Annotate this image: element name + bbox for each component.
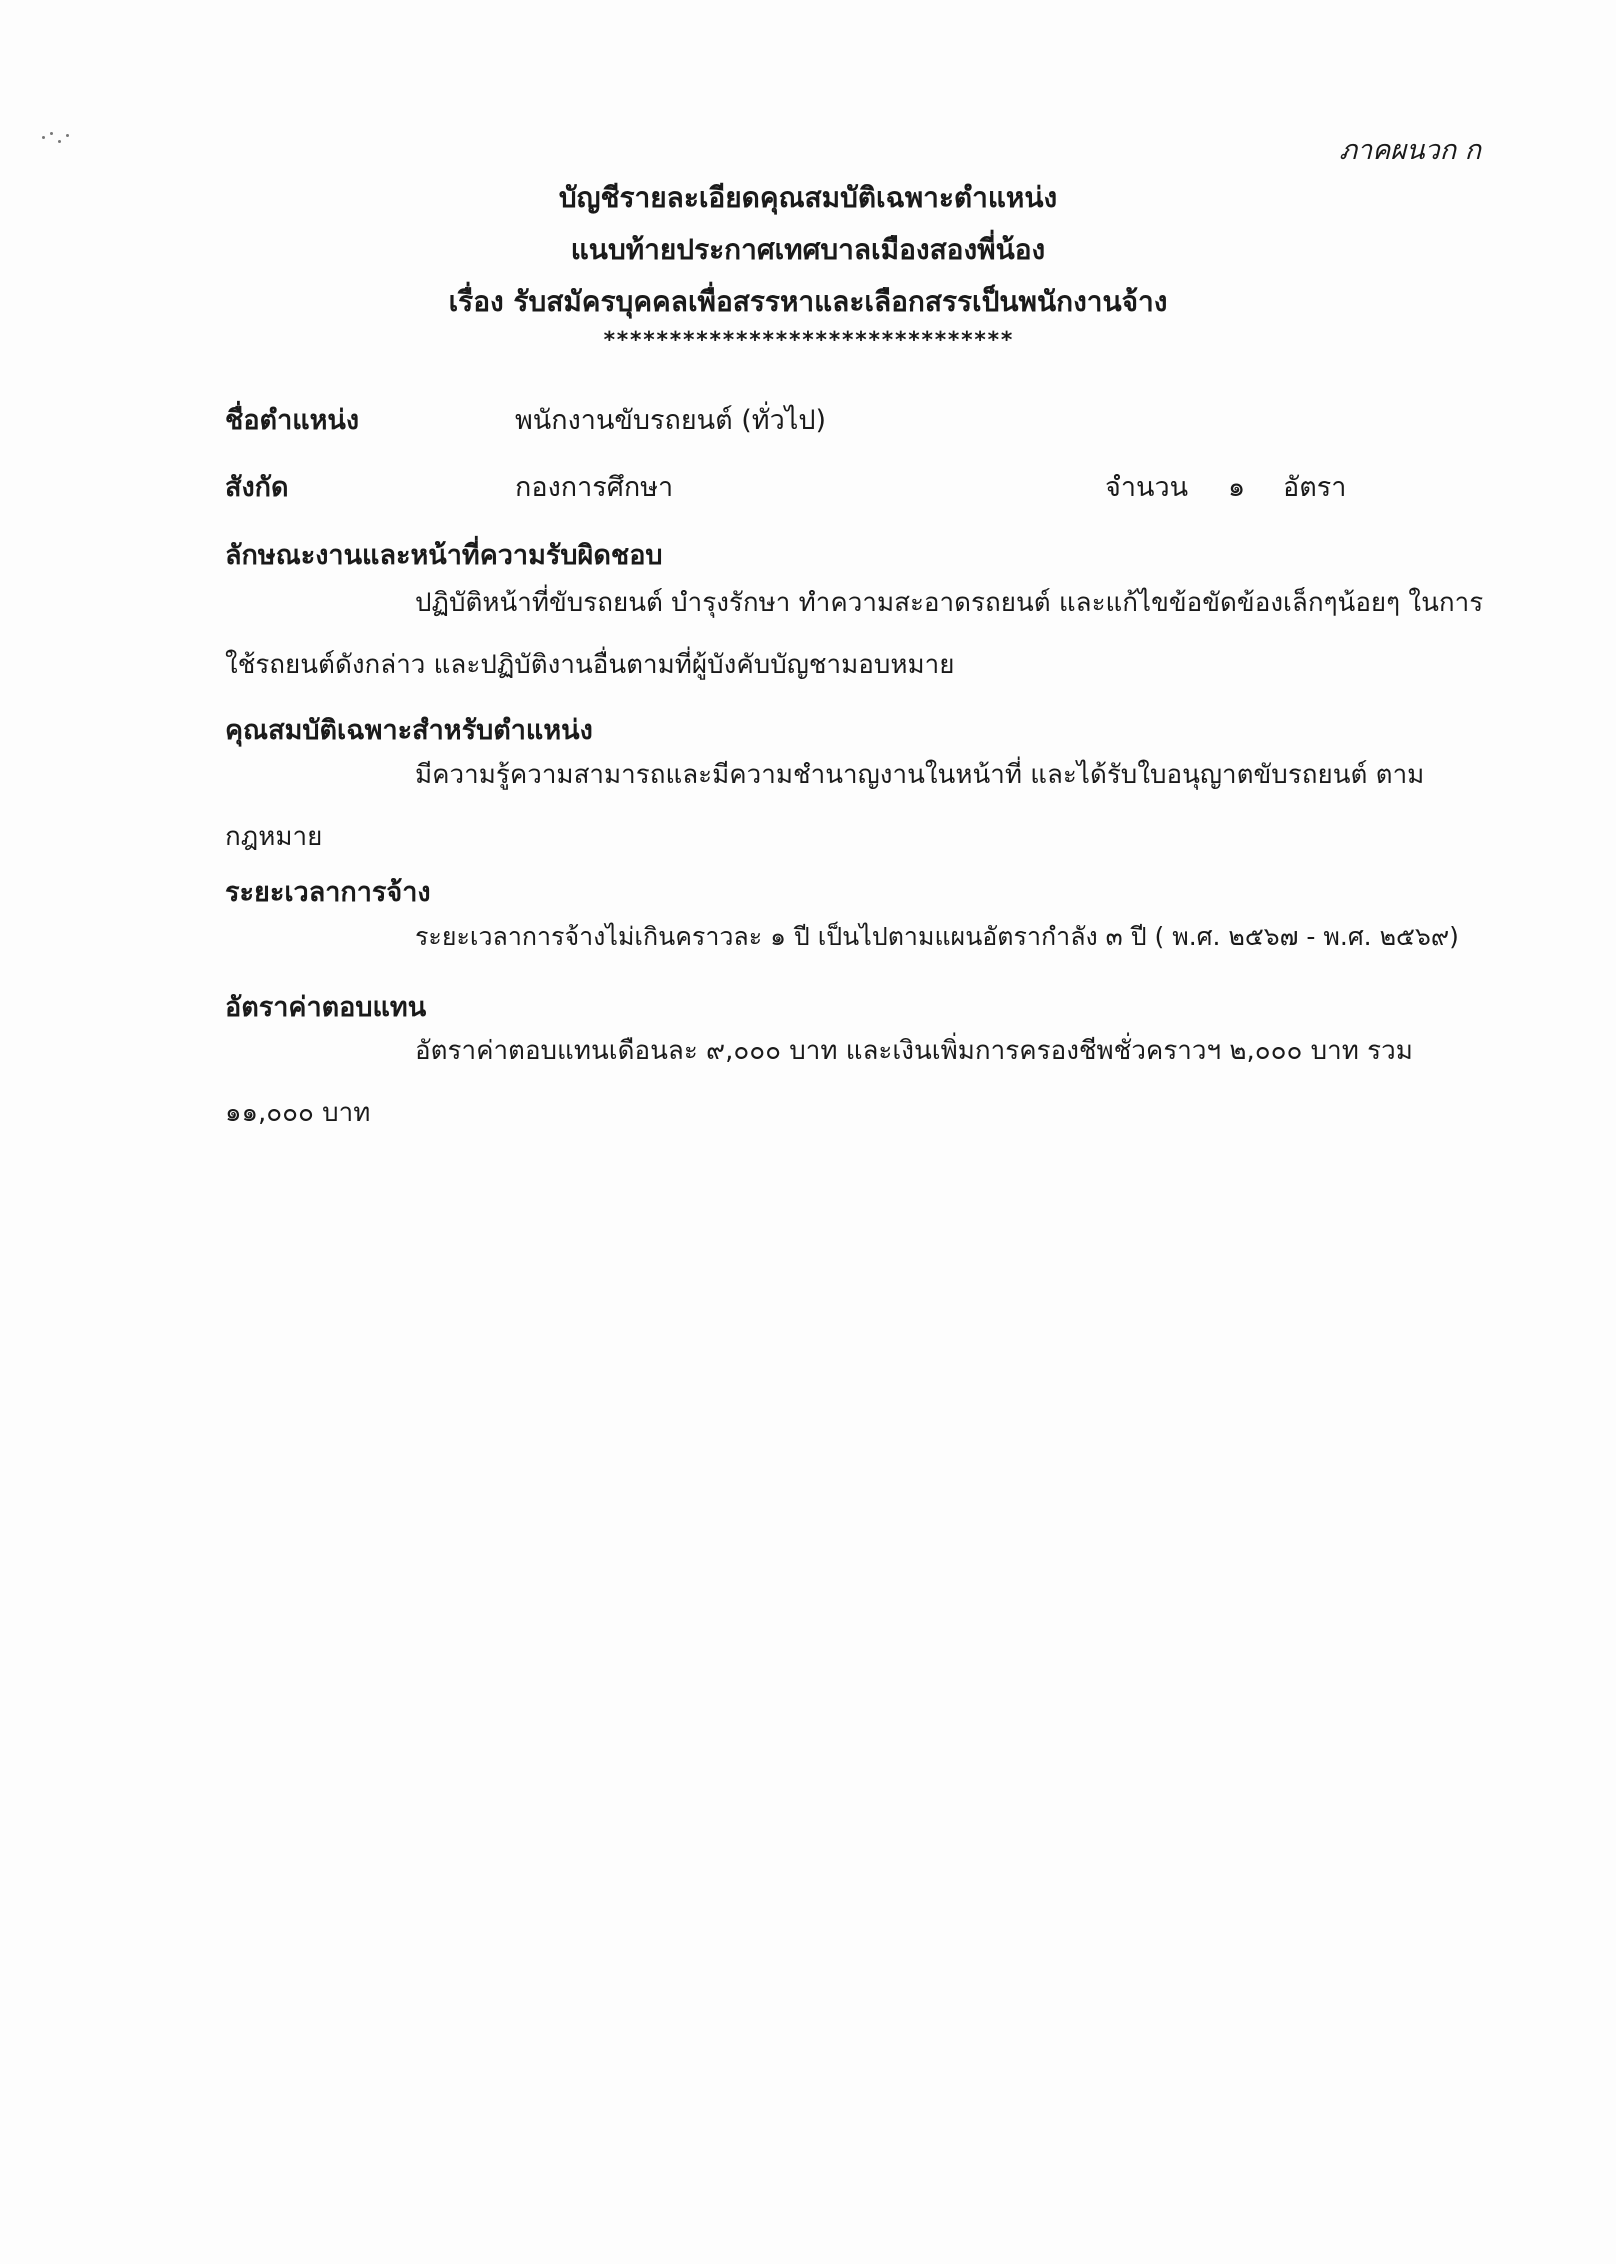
document-title bbox=[0, 172, 1616, 354]
duties-text bbox=[225, 572, 1490, 696]
qualifications-text bbox=[225, 744, 1490, 868]
compensation-text-content: อัตราค่าตอบแทนเดือนละ ๙,๐๐๐ บาท และเงินเพิ่มการครองชีพชั่วคราวฯ ๒,๐๐๐ บาท รวม ๑๑,๐๐๐ บาท bbox=[225, 1036, 1413, 1128]
count-value: ๑ bbox=[1228, 472, 1246, 503]
title-line-3: เรื่อง รับสมัครบุคคลเพื่อสรรหาและเลือกสรรเป็นพนักงานจ้าง bbox=[448, 285, 1168, 318]
title-separator: ******************************* bbox=[602, 328, 1014, 353]
duties-text-content: ปฏิบัติหน้าที่ขับรถยนต์ บำรุงรักษา ทำความสะอาดรถยนต์ และแก้ไขข้อขัดข้องเล็กๆน้อยๆ ในการใช้รถยนต์ดังกล่าว และปฏิบัติงานอื่นตามที่ผู้บังคับบัญชามอบหมาย bbox=[225, 588, 1484, 680]
duties-heading: ลักษณะงานและหน้าที่ความรับผิดชอบ bbox=[225, 540, 663, 571]
compensation-heading: อัตราค่าตอบแทน bbox=[225, 992, 427, 1023]
compensation-text bbox=[225, 1020, 1490, 1144]
affiliation-label: สังกัด bbox=[225, 472, 289, 503]
count-unit: อัตรา bbox=[1283, 472, 1347, 503]
position-label: ชื่อตำแหน่ง bbox=[225, 405, 360, 436]
qualifications-text-content: มีความรู้ความสามารถและมีความชำนาญงานในหน้าที่ และได้รับใบอนุญาตขับรถยนต์ ตามกฎหมาย bbox=[225, 760, 1425, 852]
title-line-1: บัญชีรายละเอียดคุณสมบัติเฉพาะตำแหน่ง bbox=[558, 181, 1058, 214]
scan-specks bbox=[40, 120, 80, 150]
count-label: จำนวน bbox=[1105, 472, 1189, 503]
term-heading: ระยะเวลาการจ้าง bbox=[225, 877, 431, 908]
term-text bbox=[225, 906, 1490, 968]
title-line-2: แนบท้ายประกาศเทศบาลเมืองสองพี่น้อง bbox=[570, 233, 1046, 266]
term-text-content: ระยะเวลาการจ้างไม่เกินคราวละ ๑ ปี เป็นไปตามแผนอัตรากำลัง ๓ ปี ( พ.ศ. ๒๕๖๗ - พ.ศ. ๒๕๖๙) bbox=[415, 922, 1459, 951]
affiliation-value: กองการศึกษา bbox=[515, 472, 674, 503]
appendix-label: ภาคผนวก ก bbox=[1339, 135, 1481, 166]
position-value: พนักงานขับรถยนต์ (ทั่วไป) bbox=[515, 405, 826, 436]
qualifications-heading: คุณสมบัติเฉพาะสำหรับตำแหน่ง bbox=[225, 715, 593, 746]
